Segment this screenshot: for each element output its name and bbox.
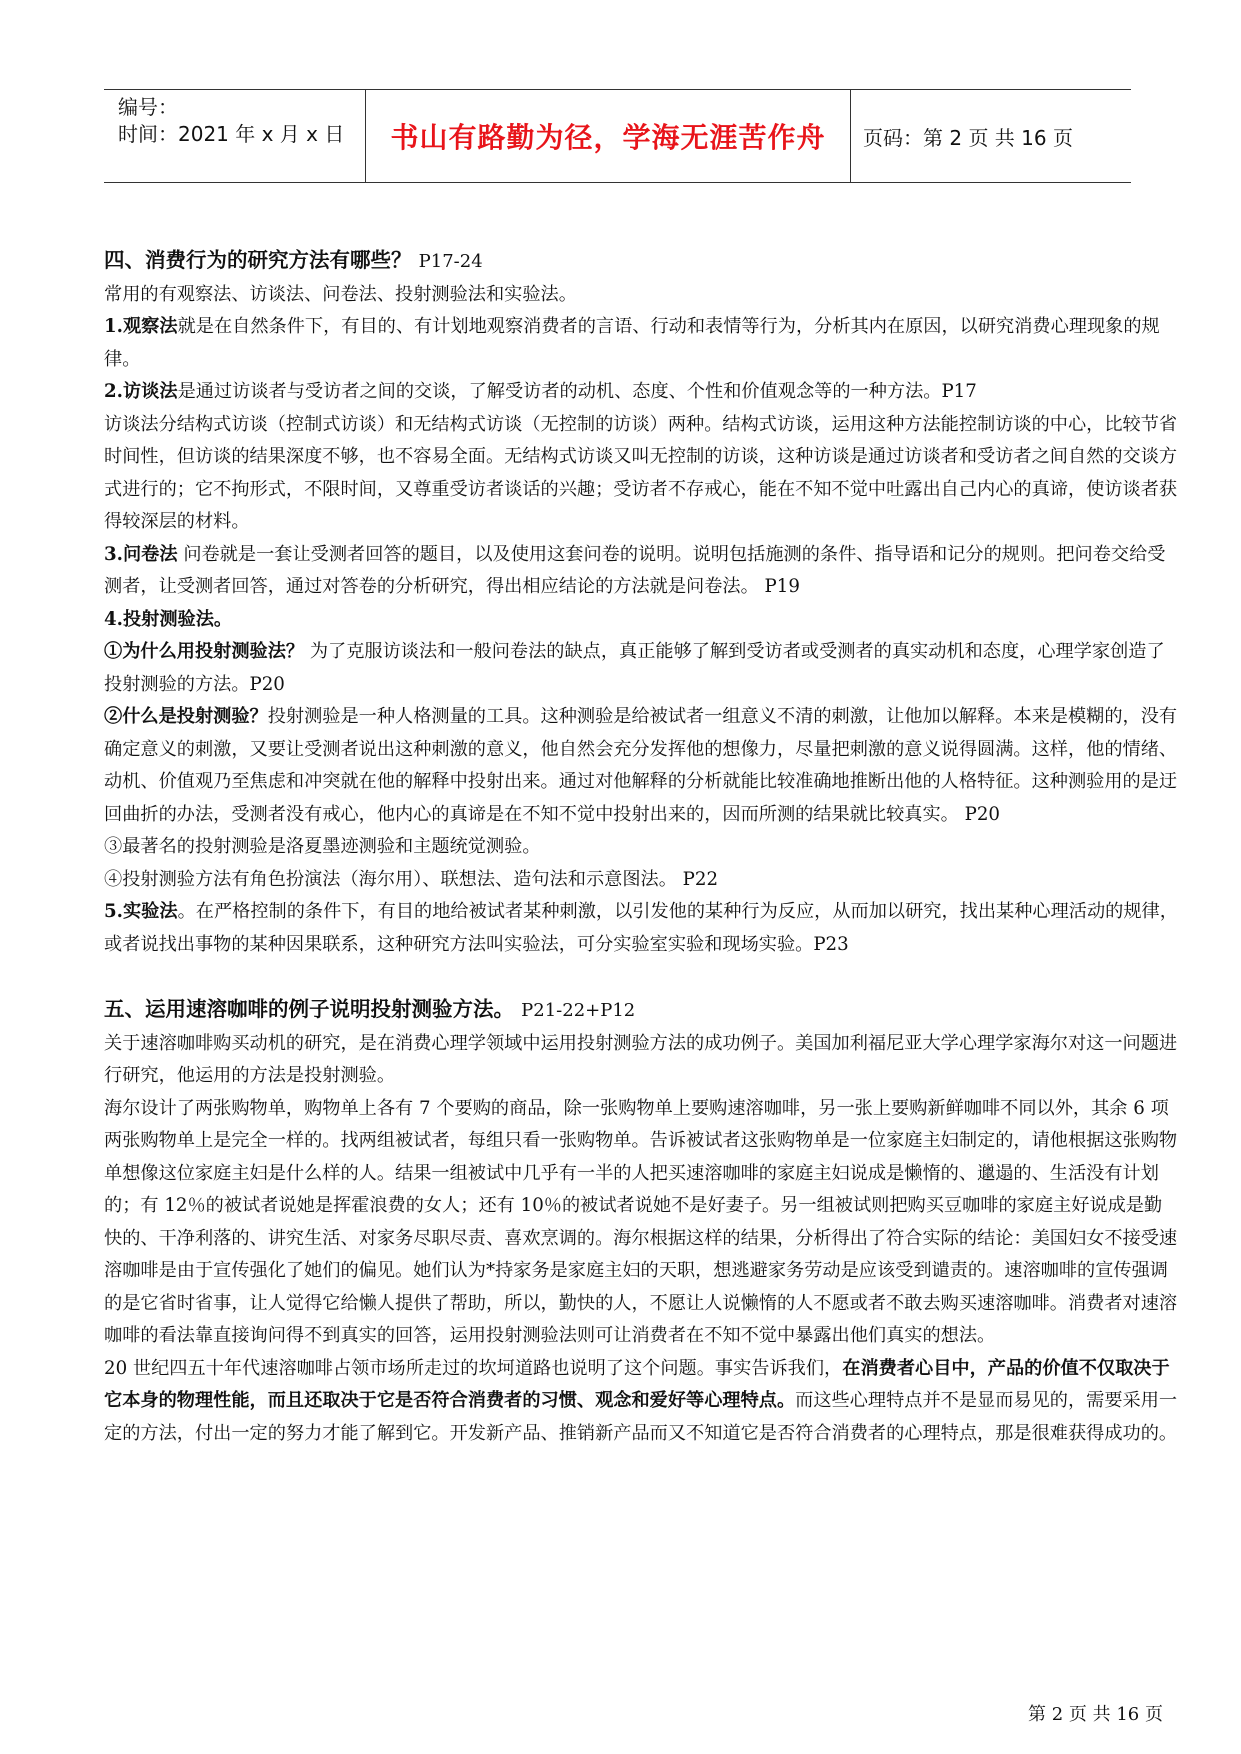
method-projective-title: 4.投射测验法。	[104, 608, 233, 630]
section-5-paragraph-3: 20 世纪四五十年代速溶咖啡占领市场所走过的坎坷道路也说明了这个问题。事实告诉我们，在消费者心目中，产品的价值不仅取决于它本身的物理性能，而且还取决于它是否符合消费者的习惯、观念和爱好等心理特点。而这些心理特点并不是显而易见的，需要采用一定的方法，付出一定的努力才能了解到它。开发新产品、推销新产品而又不知道它是否符合消费者的心理特点，那是很难获得成功的。	[104, 1357, 1178, 1444]
section-4-intro: 常用的有观察法、访谈法、问卷法、投射测验法和实验法。	[104, 283, 577, 305]
projective-methods: ④投射测验方法有角色扮演法（海尔用）、联想法、造句法和示意图法。 P22	[104, 868, 719, 890]
section-5-title: 五、运用速溶咖啡的例子说明投射测验方法。 P21-22+P12	[104, 997, 636, 1021]
method-interview: 2.访谈法是通过访谈者与受访者之间的交谈，了解受访者的动机、态度、个性和价值观念等的一种方法。P17	[104, 381, 977, 402]
projective-what: ②什么是投射测验？投射测验是一种人格测量的工具。这种测验是给被试者一组意义不清的刺激，让他加以解释。本来是模糊的，没有确定意义的刺激，又要让受测者说出这种刺激的意义，他自然会充分发挥他的想像力，尽量把刺激的意义说得圆满。这样，他的情绪、动机、价值观乃至焦虑和冲突就在他的解释中投射出来。通过对他解释的分析就能比较准确地推断出他的人格特征。这种测验用的是迂回曲折的办法，受测者没有戒心，他内心的真谛是在不知不觉中投射出来的，因而所测的结果就比较真实。 P20	[104, 706, 1178, 825]
header-motto: 书山有路勤为径，学海无涯苦作舟	[366, 90, 851, 182]
document-time-label: 时间：2021 年 x 月 x 日	[118, 122, 345, 146]
section-5-paragraph-2: 海尔设计了两张购物单，购物单上各有 7 个要购的商品，除一张购物单上要购速溶咖啡，另一张上要购新鲜咖啡不同以外，其余 6 项两张购物单上是完全一样的。找两组被试者，每组只看一张购物单。告诉被试者这张购物单是一位家庭主妇制定的，请他根据这张购物单想像这位家庭主妇是什么样的人。结果一组被试中几乎有一半的人把买速溶咖啡的家庭主妇说成是懒惰的、邋遢的、生活没有计划的；有 12％的被试者说她是挥霍浪费的女人；还有 10％的被试者说她不是好妻子。另一组被试则把购买豆咖啡的家庭主好说成是勤快的、干净利落的、讲究生活、对家务尽职尽责、喜欢烹调的。海尔根据这样的结果，分析得出了符合实际的结论：美国妇女不接受速溶咖啡是由于宣传强化了她们的偏见。她们认为*持家务是家庭主妇的天职，想逃避家务劳动是应该受到谴责的。速溶咖啡的宣传强调的是它省时省事，让人觉得它给懒人提供了帮助，所以，勤快的人，不愿让人说懒惰的人不愿或者不敢去购买速溶咖啡。消费者对速溶咖啡的看法靠直接询问得不到真实的回答，运用投射测验法则可让消费者在不知不觉中暴露出他们真实的想法。	[104, 1097, 1178, 1346]
header-page-label: 页码：第 2 页 共 16 页	[863, 125, 1073, 150]
section-5-paragraph-1: 关于速溶咖啡购买动机的研究，是在消费心理学领域中运用投射测验方法的成功例子。美国加利福尼亚大学心理学家海尔对这一问题进行研究，他运用的方法是投射测验。	[104, 1032, 1178, 1086]
method-experiment: 5.实验法。在严格控制的条件下，有目的地给被试者某种刺激，以引发他的某种行为反应，从而加以研究，找出某种心理活动的规律，或者说找出事物的某种因果联系，这种研究方法叫实验法，可分实验室实验和现场实验。P23	[104, 901, 1178, 955]
method-observation: 1.观察法就是在自然条件下，有目的、有计划地观察消费者的言语、行动和表情等行为，分析其内在原因，以研究消费心理现象的规律。	[104, 316, 1160, 370]
projective-why: ①为什么用投射测验法？ 为了克服访谈法和一般问卷法的缺点，真正能够了解到受访者或受测者的真实动机和态度，心理学家创造了投射测验的方法。P20	[104, 641, 1165, 695]
method-interview-detail: 访谈法分结构式访谈（控制式访谈）和无结构式访谈（无控制的访谈）两种。结构式访谈，运用这种方法能控制访谈的中心，比较节省时间性，但访谈的结果深度不够，也不容易全面。无结构式访谈又叫无控制的访谈，这种访谈是通过访谈者和受访者之间自然的交谈方式进行的；它不拘形式，不限时间，又尊重受访者谈话的兴趣；受访者不存戒心，能在不知不觉中吐露出自己内心的真谛，使访谈者获得较深层的材料。	[104, 413, 1178, 532]
section-4-ref: P17-24	[418, 251, 483, 272]
document-body	[104, 244, 1178, 1450]
section-4-title: 四、消费行为的研究方法有哪些？ P17-24	[104, 248, 483, 272]
page-header	[104, 89, 1131, 183]
document-number-label: 编号：	[118, 95, 178, 119]
method-questionnaire: 3.问卷法 问卷就是一套让受测者回答的题目，以及使用这套问卷的说明。说明包括施测的条件、指导语和记分的规则。把问卷交给受测者，让受测者回答，通过对答卷的分析研究，得出相应结论的方法就是问卷法。 P19	[104, 543, 1166, 597]
section-gap	[104, 961, 1178, 993]
section-5-ref: P21-22+P12	[521, 1000, 636, 1021]
header-left-cell	[104, 90, 366, 182]
projective-famous: ③最著名的投射测验是洛夏墨迹测验和主题统觉测验。	[104, 836, 541, 857]
page-footer: 第 2 页 共 16 页	[1028, 1704, 1163, 1725]
